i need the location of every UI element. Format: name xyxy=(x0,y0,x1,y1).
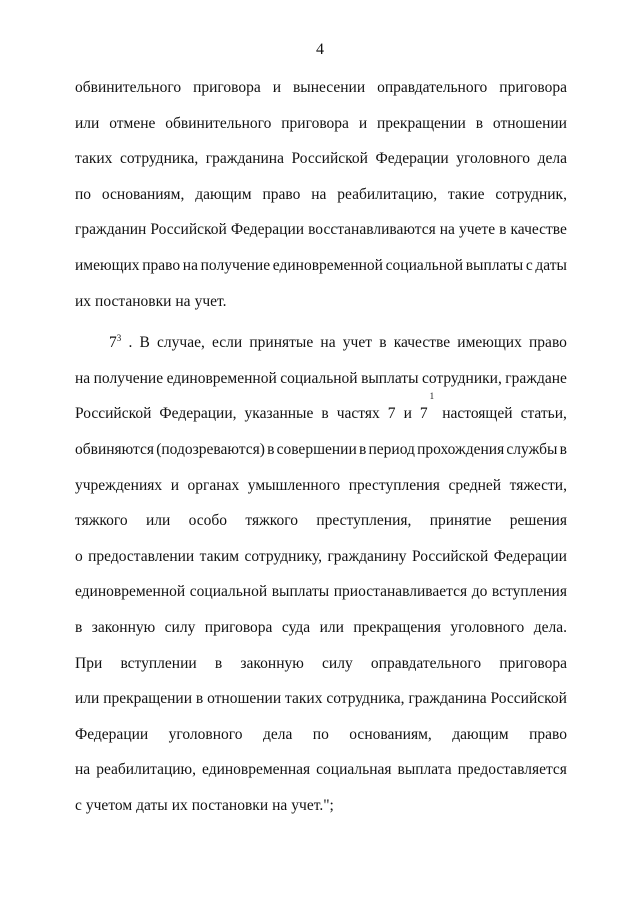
word: законную xyxy=(240,654,304,672)
text-line xyxy=(75,284,567,320)
word: Российской xyxy=(291,150,368,168)
word: прекращения xyxy=(353,618,441,636)
word: даты xyxy=(535,256,567,274)
word: выплаты xyxy=(361,369,419,387)
word: сотрудник, xyxy=(495,185,567,203)
word: единовременной xyxy=(166,369,277,387)
word: силу xyxy=(164,618,196,636)
word: выплата xyxy=(397,761,452,779)
word: вступлении xyxy=(120,654,197,672)
word: по xyxy=(312,725,329,743)
word: в xyxy=(499,221,507,239)
word: единовременной xyxy=(75,583,186,601)
text-line xyxy=(75,248,567,284)
word: прекращении xyxy=(377,114,466,132)
word: качестве xyxy=(510,221,567,239)
word: предоставлении xyxy=(88,547,195,565)
word: сотрудники, xyxy=(421,369,502,387)
text-line xyxy=(75,177,567,213)
word: Российской xyxy=(75,405,152,423)
word: При xyxy=(75,654,103,672)
text-line xyxy=(75,212,567,248)
word: до xyxy=(471,583,488,601)
word: в xyxy=(75,618,83,636)
word: дела. xyxy=(533,618,567,636)
word: учете xyxy=(459,221,496,239)
word: единовременная xyxy=(202,761,311,779)
word: законную xyxy=(91,618,156,636)
clause-number-superscript: 3 xyxy=(116,333,122,344)
word: в xyxy=(195,690,204,708)
word: выплаты xyxy=(271,583,330,601)
word: и xyxy=(272,79,281,96)
word: с xyxy=(75,796,82,814)
word: и xyxy=(170,476,179,494)
word: прохождения xyxy=(417,440,505,458)
text-line xyxy=(75,752,567,788)
word: отношении xyxy=(207,690,282,708)
word: в xyxy=(358,440,367,458)
word: с xyxy=(525,256,533,274)
word: выплаты xyxy=(465,256,524,274)
text-line xyxy=(75,646,567,682)
word: учет xyxy=(342,334,372,352)
word: таких xyxy=(75,150,113,168)
word: прекращении xyxy=(103,690,192,708)
text-line xyxy=(75,717,567,753)
word: органах xyxy=(187,476,240,494)
word: или xyxy=(145,512,171,530)
word: решения xyxy=(509,512,567,530)
word: суда xyxy=(281,618,311,636)
word: на xyxy=(320,334,336,352)
reference-superscript: 1 xyxy=(429,391,435,402)
word: имеющих xyxy=(75,256,140,274)
word: период xyxy=(368,440,415,458)
text-line xyxy=(75,681,567,717)
word: умышленного xyxy=(247,476,341,494)
text-line xyxy=(75,503,567,539)
word: службы xyxy=(506,440,558,458)
text-line-with-reference xyxy=(75,391,567,432)
word: преступления xyxy=(348,476,440,494)
word: приговора xyxy=(193,79,261,96)
word: обвинительного xyxy=(75,79,182,96)
text-line xyxy=(75,610,567,646)
word: статьи, xyxy=(520,405,567,423)
page-number: 4 xyxy=(316,41,324,58)
word: Федерации xyxy=(230,221,305,239)
word: В xyxy=(139,334,150,352)
word: уголовного xyxy=(450,618,525,636)
word: Российской xyxy=(411,547,489,565)
word: на xyxy=(311,185,327,203)
word: отмене xyxy=(109,114,156,132)
word: социальная xyxy=(316,761,392,779)
word: сотрудника, xyxy=(119,150,199,168)
word: (подозреваются) xyxy=(156,440,265,458)
word: право xyxy=(529,725,567,743)
word: сотрудника, xyxy=(326,690,405,708)
text-line xyxy=(75,788,567,824)
word: тяжкого xyxy=(245,512,299,530)
word: приговора xyxy=(204,618,273,636)
word: дела xyxy=(537,150,567,168)
word: или xyxy=(319,618,344,636)
word: . xyxy=(128,334,133,352)
word: имеющих xyxy=(457,334,522,352)
word: на xyxy=(439,221,455,239)
word: социальной xyxy=(385,256,464,274)
word: реабилитацию, xyxy=(337,185,438,203)
word: получение xyxy=(93,369,164,387)
word: таких xyxy=(285,690,323,708)
word: совершении xyxy=(276,440,357,458)
word: гражданин xyxy=(75,221,147,239)
word: по xyxy=(75,185,92,203)
word: их xyxy=(75,292,92,310)
word: такие xyxy=(447,185,485,203)
word: уголовного xyxy=(456,150,531,168)
word: силу xyxy=(322,654,353,672)
word: учетом xyxy=(85,796,133,814)
word: в xyxy=(379,334,387,352)
word: приостанавливается xyxy=(333,583,468,601)
word: на xyxy=(75,761,91,779)
word: предоставляется xyxy=(457,761,567,779)
word: их xyxy=(171,796,188,814)
word: вынесении xyxy=(292,79,366,96)
paragraph-7-3 xyxy=(75,325,567,823)
word: преступления, xyxy=(316,512,412,530)
word: оправдательного xyxy=(377,79,488,96)
word: Федерации xyxy=(375,150,449,168)
text-line xyxy=(75,70,567,106)
word: случае, xyxy=(157,334,205,352)
word: единовременной xyxy=(272,256,383,274)
word: реабилитацию, xyxy=(96,761,196,779)
word: на xyxy=(75,369,91,387)
word: на xyxy=(175,292,191,310)
word: восстанавливаются xyxy=(308,221,436,239)
word: социальной xyxy=(280,369,358,387)
word: сотруднику, xyxy=(244,547,323,565)
word: настоящей xyxy=(442,405,513,423)
word: приговора xyxy=(499,79,567,96)
word: постановки xyxy=(191,796,269,814)
word: или xyxy=(75,690,100,708)
word: дающим xyxy=(195,185,252,203)
text-line xyxy=(75,141,567,177)
word: 7 xyxy=(419,405,428,423)
text-line xyxy=(75,432,567,468)
paragraph-first-line xyxy=(75,325,567,361)
word: таким xyxy=(199,547,240,565)
word: или xyxy=(75,114,100,132)
word: право xyxy=(142,256,181,274)
word: граждане xyxy=(505,369,567,387)
word: учреждениях xyxy=(75,476,163,494)
word: в xyxy=(559,440,567,458)
word: принятие xyxy=(429,512,492,530)
word: Федерации, xyxy=(159,405,237,423)
word: о xyxy=(75,547,83,565)
clause-number: $7^3$ xyxy=(109,333,122,352)
text-line xyxy=(75,574,567,610)
paragraph-1 xyxy=(75,70,567,319)
word: принятые xyxy=(249,334,314,352)
word: обвиняются xyxy=(75,440,155,458)
word: Федерации xyxy=(75,725,149,743)
word: основаниям, xyxy=(349,725,432,743)
word: даты xyxy=(136,796,168,814)
document-body xyxy=(75,70,567,823)
word: право xyxy=(262,185,301,203)
word: дела xyxy=(262,725,293,743)
word: оправдательного xyxy=(370,654,482,672)
word: вступления xyxy=(491,583,567,601)
word: частях xyxy=(336,405,380,423)
word: уголовного xyxy=(168,725,243,743)
word: дающим xyxy=(452,725,509,743)
word: средней xyxy=(448,476,502,494)
text-line xyxy=(75,361,567,397)
word: и xyxy=(358,114,368,132)
word: получение xyxy=(200,256,271,274)
word: указанные xyxy=(244,405,314,423)
word: 7 xyxy=(387,405,396,423)
word: отношении xyxy=(492,114,567,132)
text-line xyxy=(75,106,567,142)
word: учет."; xyxy=(291,796,334,814)
word: основаниям, xyxy=(101,185,185,203)
word: на xyxy=(272,796,288,814)
word: учет. xyxy=(194,292,227,310)
word: гражданина xyxy=(205,150,284,168)
word: приговора xyxy=(499,654,567,672)
text-line xyxy=(75,539,567,575)
word: тяжести, xyxy=(509,476,567,494)
word: если xyxy=(212,334,243,352)
word: в xyxy=(267,440,275,458)
word: в xyxy=(475,114,484,132)
word: в xyxy=(321,405,329,423)
word: социальной xyxy=(189,583,268,601)
word: в xyxy=(214,654,223,672)
word: приговора xyxy=(281,114,349,132)
text-line xyxy=(75,468,567,504)
word: постановки xyxy=(95,292,172,310)
word: тяжкого xyxy=(75,512,128,530)
word: обвинительного xyxy=(165,114,272,132)
word: на xyxy=(182,256,198,274)
word: гражданину xyxy=(327,547,407,565)
word: право xyxy=(529,334,567,352)
word: Российской xyxy=(150,221,227,239)
word: Федерации xyxy=(493,547,567,565)
word: гражданина xyxy=(408,690,487,708)
word: Российской xyxy=(490,690,567,708)
word: качестве xyxy=(393,334,451,352)
word: особо xyxy=(188,512,228,530)
word: и xyxy=(403,405,412,423)
